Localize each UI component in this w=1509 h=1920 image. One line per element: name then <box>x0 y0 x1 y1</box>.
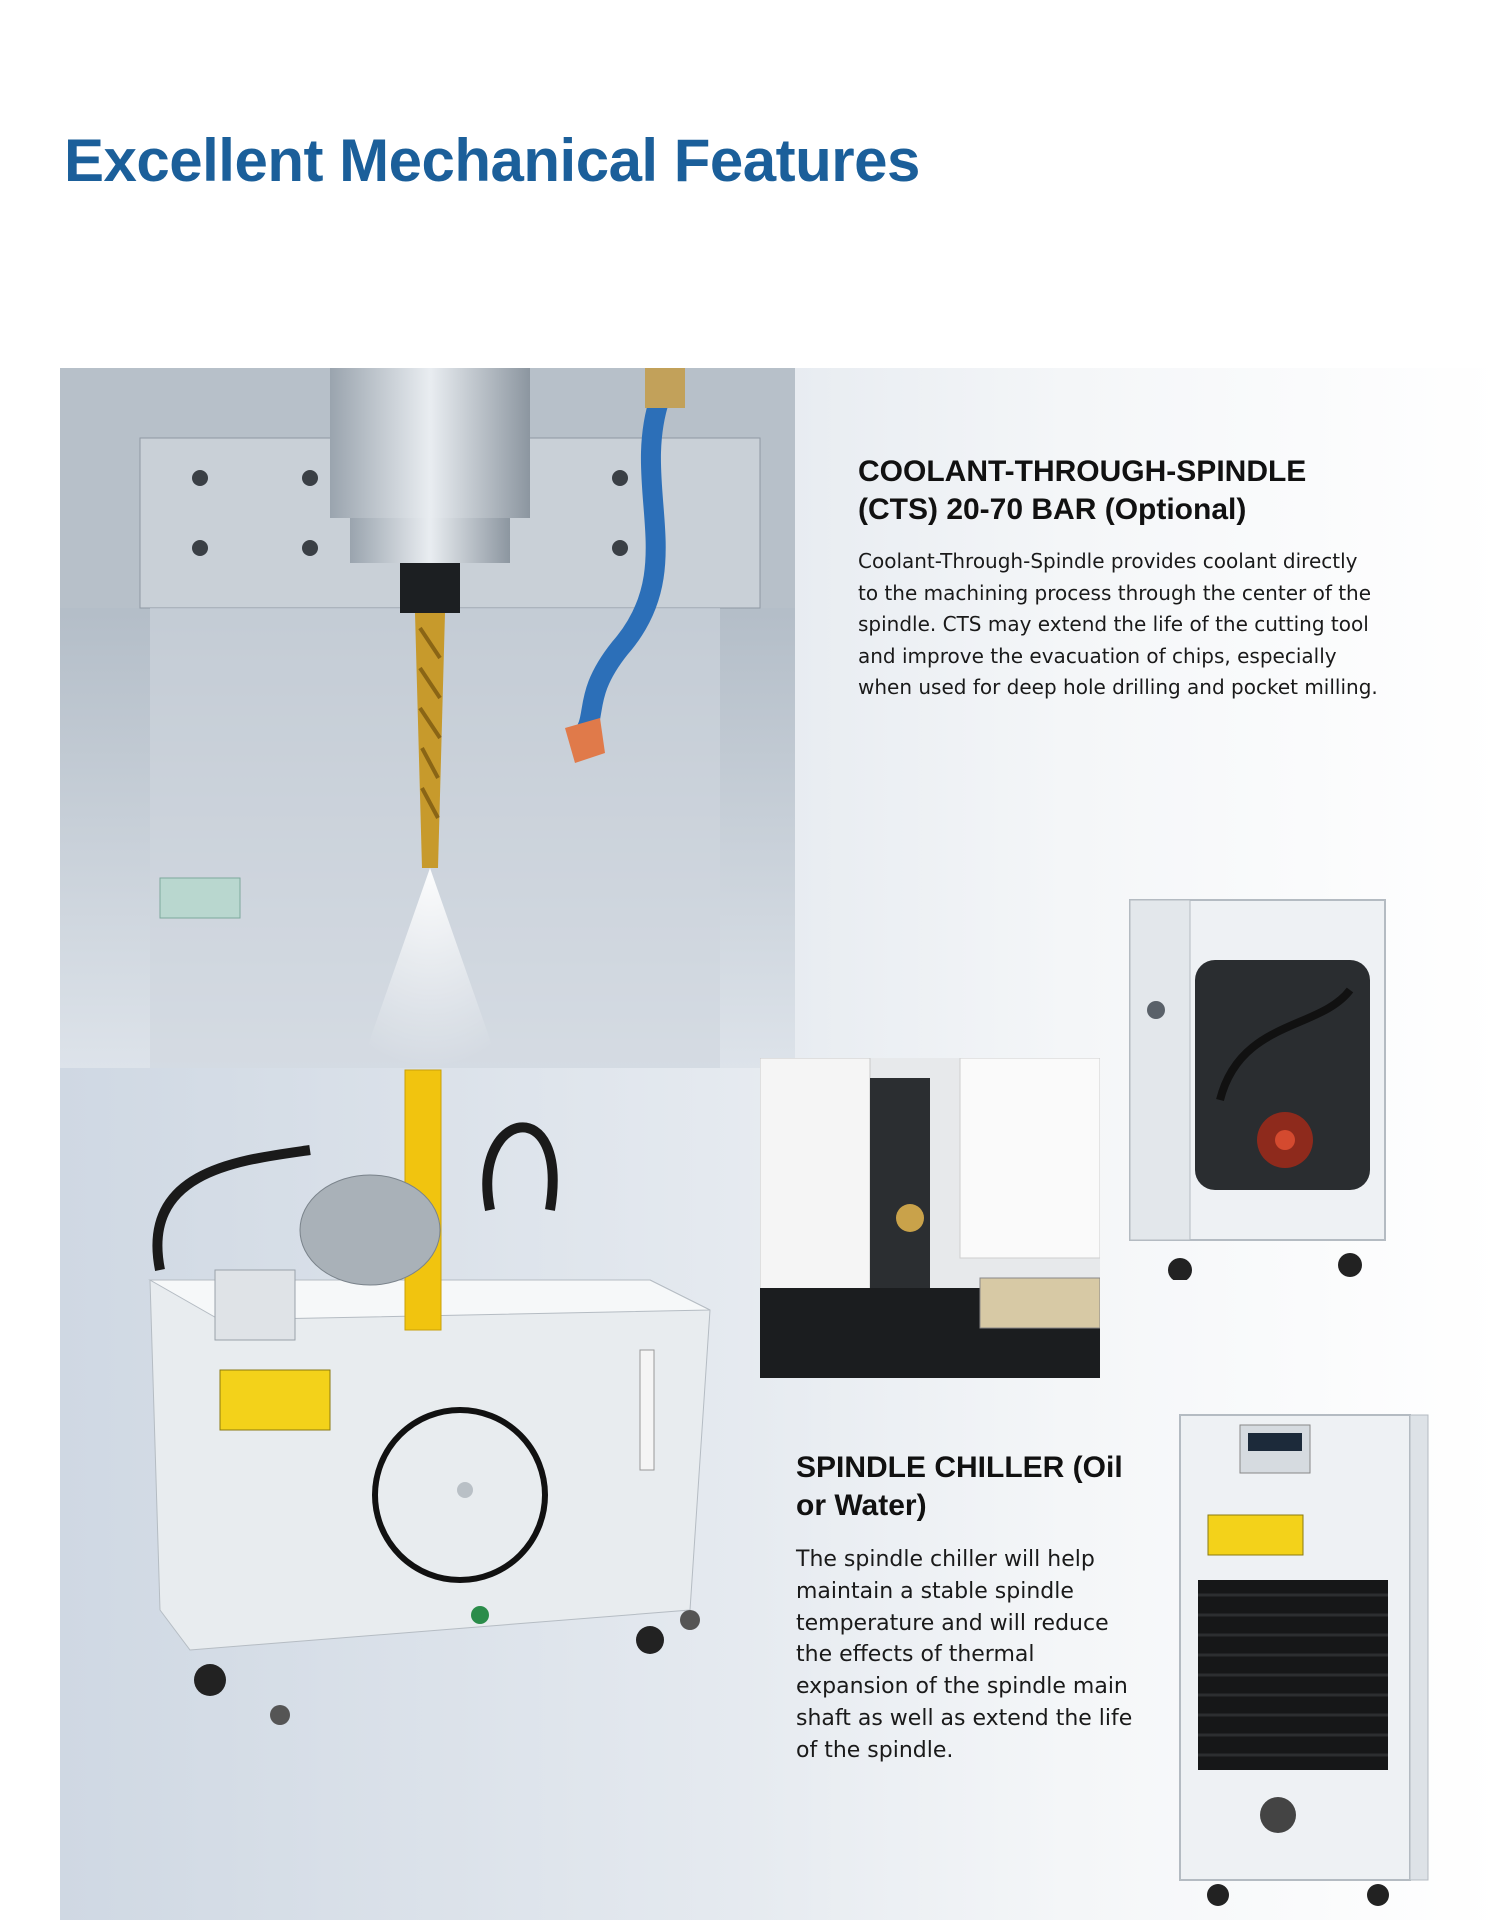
spindle-chiller-heading: SPINDLE CHILLER (Oil or Water) <box>796 1451 1123 1522</box>
spindle-chiller-description: The spindle chiller will help maintain a stable spindle temperature and will reduce the effects of thermal expansion of the spindle main shaft as well as extend the life of the spindle. <box>796 1547 1133 1763</box>
oil-cooler-cabinet-photo <box>1120 880 1395 1280</box>
page-title: Excellent Mechanical Features <box>64 127 920 194</box>
spindle-chiller-photo <box>1178 1395 1430 1910</box>
cts-heading: COOLANT-THROUGH-SPINDLE (CTS) 20-70 BAR (Optional) <box>858 455 1307 526</box>
cnc-spindle-coolant-photo <box>60 368 795 1068</box>
coolant-tank-photo <box>130 1050 730 1740</box>
cts-description: Coolant-Through-Spindle provides coolant directly to the machining process through the center of the spindle. CTS may extend the life of the cutting tool and improve the evacuation of chips, especially when used for deep hole drilling and pocket milling. <box>858 549 1378 699</box>
hydraulic-unit-photo <box>760 1058 1100 1378</box>
